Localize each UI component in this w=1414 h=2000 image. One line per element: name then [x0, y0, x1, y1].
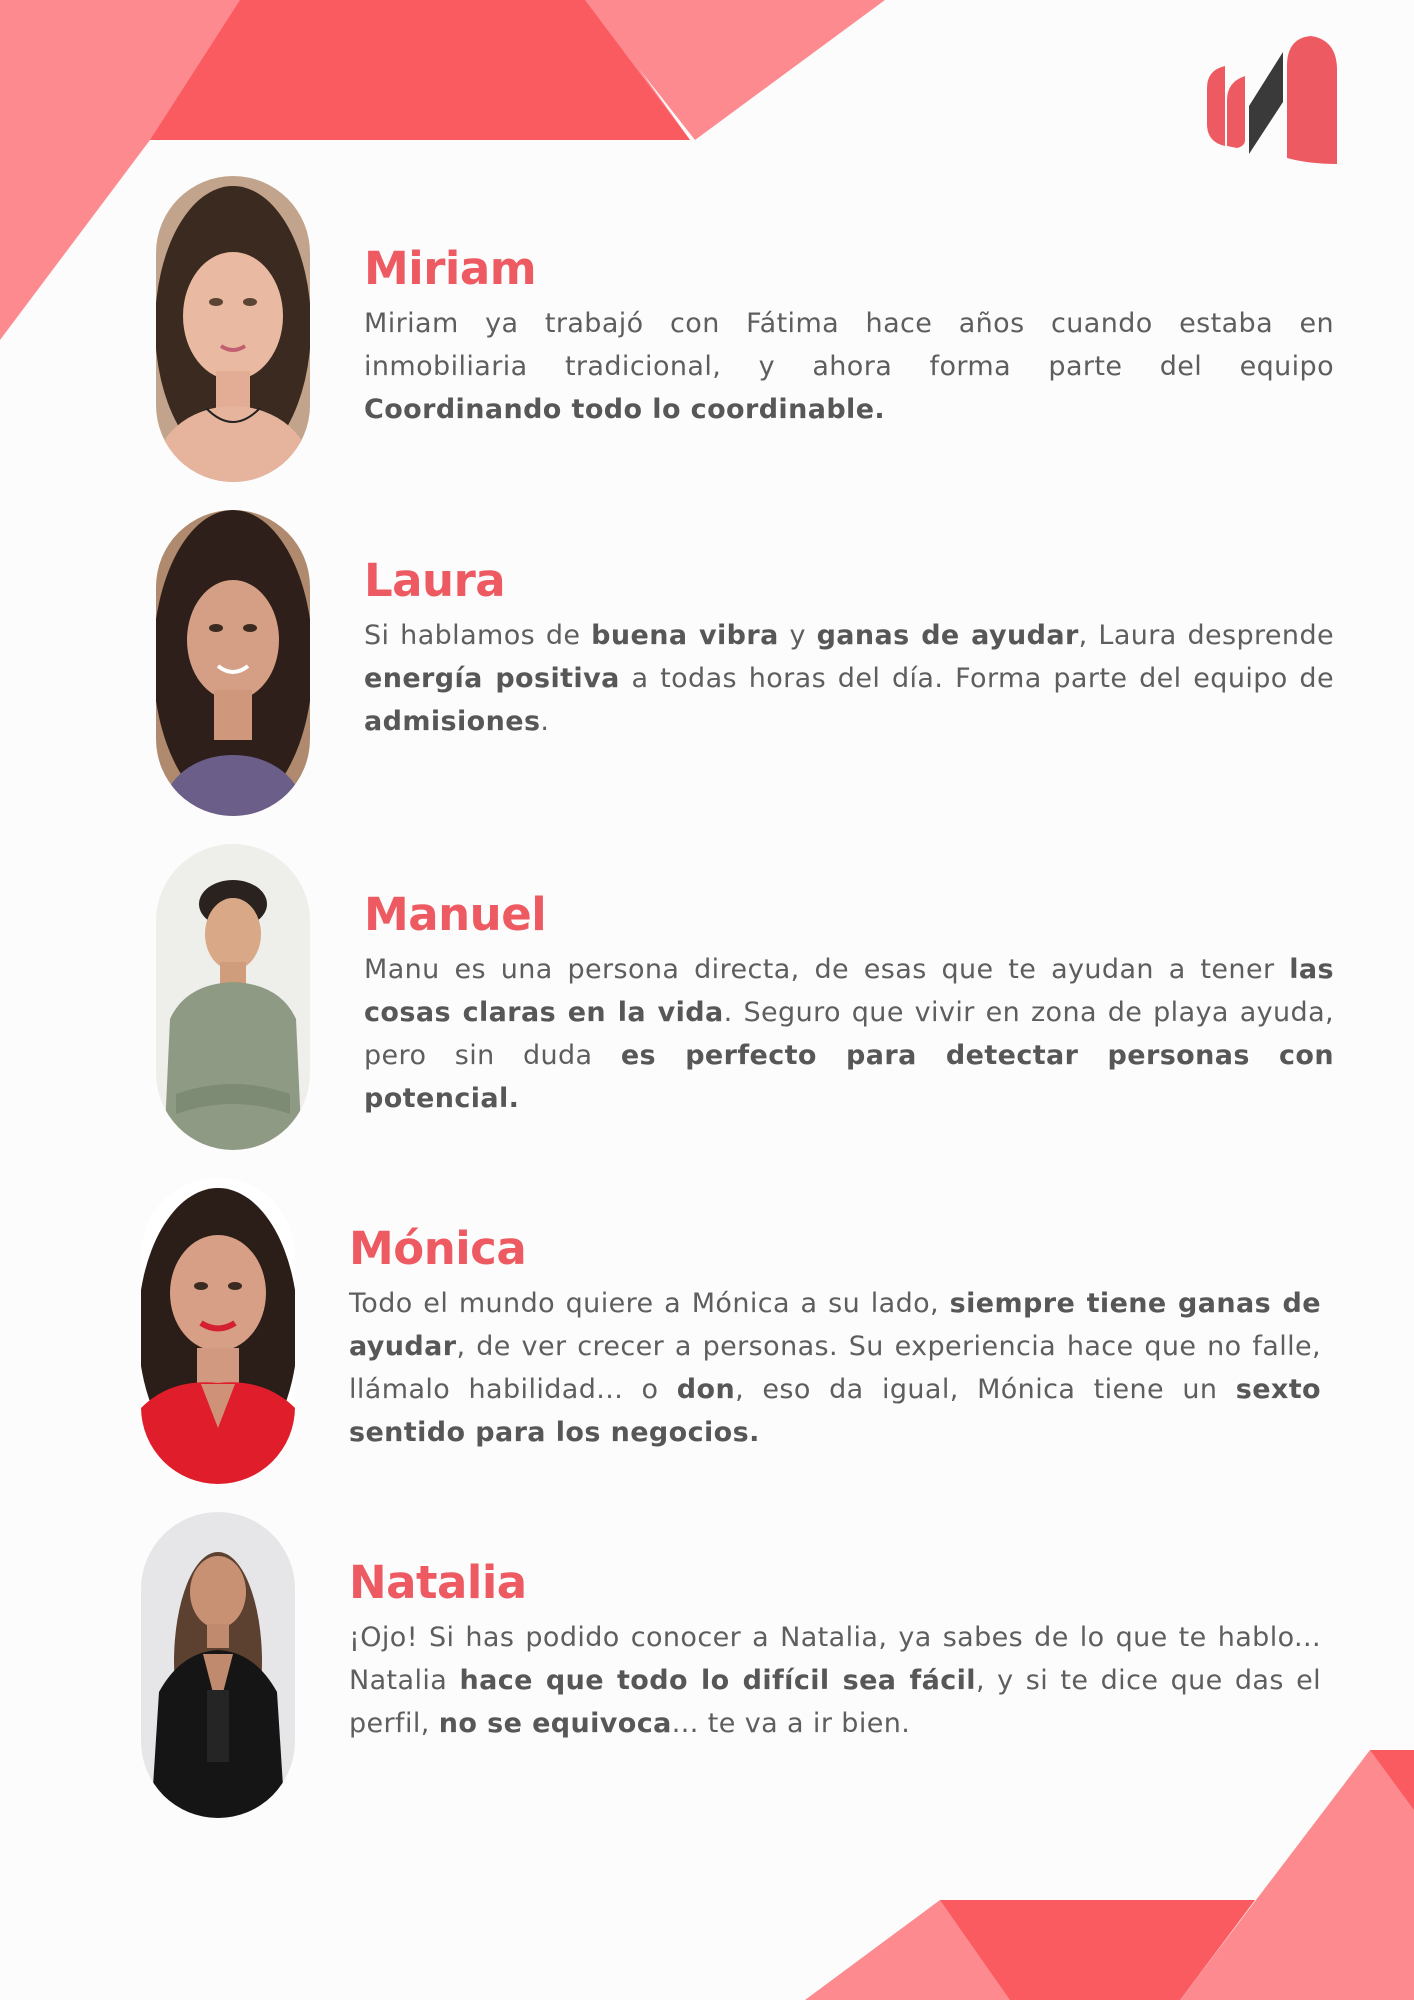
bio-text: , Laura desprende: [1078, 620, 1334, 651]
bio-text: ... te va a ir bien.: [671, 1708, 911, 1739]
bio-text: a todas horas del día. Forma parte del equipo de: [619, 663, 1334, 694]
member-bio: [364, 948, 1334, 1120]
bio-highlight: don: [676, 1374, 736, 1405]
member-name: Manuel: [364, 888, 547, 941]
member-bio: [364, 302, 1334, 431]
bio-text: , eso da igual, Mónica tiene un: [735, 1374, 1236, 1405]
bio-highlight: las cosas claras en la vida: [364, 954, 1334, 1028]
bio-highlight: hace que todo lo difícil sea fácil: [459, 1665, 976, 1696]
member-photo: [156, 844, 310, 1150]
bio-text: Miriam ya trabajó con Fátima hace años cuando estaba en inmobiliaria tradicional, y ahora forma parte del equipo: [364, 308, 1334, 382]
bio-highlight: energía positiva: [364, 663, 620, 694]
member-photo: [156, 510, 310, 816]
team-member-card: [0, 510, 1414, 820]
member-name: Miriam: [364, 242, 537, 295]
bio-highlight: admisiones: [364, 706, 541, 737]
bio-highlight: no se equivoca: [438, 1708, 672, 1739]
member-photo: [141, 1178, 295, 1484]
bio-highlight: sexto sentido para los negocios.: [349, 1374, 1321, 1448]
bio-text: , de ver crecer a personas. Su experiencia hace que no falle, llámalo habilidad... o: [349, 1331, 1321, 1405]
bio-highlight: ganas de ayudar: [816, 620, 1079, 651]
bio-text: , y si te dice que das el perfil,: [349, 1665, 1321, 1739]
team-member-card: [0, 176, 1414, 486]
brand-logo-icon: [1205, 36, 1341, 166]
bio-text: ¡Ojo! Si has podido conocer a Natalia, ya sabes de lo que te hablo... Natalia: [349, 1622, 1321, 1696]
bio-text: Si hablamos de: [364, 620, 592, 651]
member-name: Natalia: [349, 1556, 527, 1609]
bio-text: Todo el mundo quiere a Mónica a su lado,: [349, 1288, 950, 1319]
team-member-card: [0, 844, 1414, 1154]
bio-text: y: [778, 620, 817, 651]
bio-highlight: siempre tiene ganas de ayudar: [349, 1288, 1321, 1362]
bio-text: Manu es una persona directa, de esas que te ayudan a tener: [364, 954, 1290, 985]
bio-text: . Seguro que vivir en zona de playa ayuda, pero sin duda: [364, 997, 1334, 1071]
team-member-card: [0, 1178, 1414, 1488]
bio-highlight: Coordinando todo lo coordinable.: [364, 394, 886, 425]
member-name: Laura: [364, 554, 506, 607]
bio-highlight: es perfecto para detectar personas con potencial.: [364, 1040, 1334, 1114]
member-photo: [141, 1512, 295, 1818]
member-bio: [349, 1616, 1321, 1745]
member-bio: [349, 1282, 1321, 1454]
member-photo: [156, 176, 310, 482]
bio-text: .: [540, 706, 550, 737]
team-member-card: [0, 1512, 1414, 1822]
bio-highlight: buena vibra: [591, 620, 779, 651]
member-bio: [364, 614, 1334, 743]
member-name: Mónica: [349, 1222, 527, 1275]
